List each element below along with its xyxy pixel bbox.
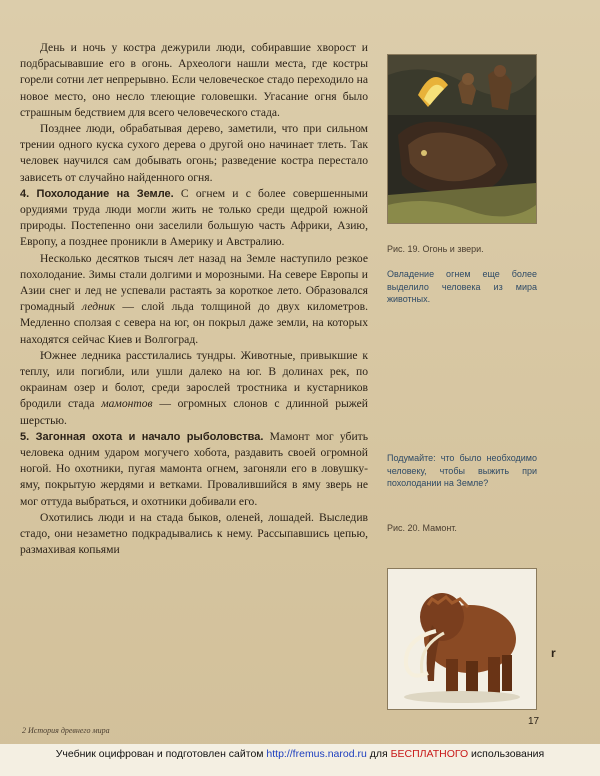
figure-19-caption: Рис. 19. Огонь и звери. xyxy=(387,244,484,254)
page-number: 17 xyxy=(528,716,540,727)
section-5-heading: 5. Загонная охота и начало рыболовства. xyxy=(20,430,264,443)
section-5 xyxy=(20,429,368,510)
paragraph-fire-making: Позднее люди, обрабатывая дерево, заметили, что при сильном трении одного куска сухого дерева о другой оно начинает тлеть. Так человек научился сам добывать огонь; разведение костра перестало зависеть от случайно найденного огня. xyxy=(20,122,368,184)
site-link[interactable]: http://fremus.narod.ru xyxy=(266,748,367,760)
digitization-banner: Учебник оцифрован и подготовлен сайтом http://fremus.narod.ru для БЕСПЛАТНОГО использования xyxy=(0,744,600,776)
margin-note-fire: Овладение огнем еще более выделило человека из мира животных. xyxy=(387,269,537,304)
paragraph-hunting: Охотились люди и на стада быков, оленей, лошадей. Выследив стадо, они незаметно подкрадывались к нему. Рассыпавшись цепью, размахивая копьями xyxy=(20,510,368,557)
stray-mark: r xyxy=(551,646,556,660)
free-label: БЕСПЛАТНОГО xyxy=(390,748,469,760)
section-4 xyxy=(20,186,368,251)
margin-question: Подумайте: что было необходимо человеку, чтобы выжить при похолодании на Земле? xyxy=(387,453,537,488)
section-5-text: Мамонт мог убить человека одним ударом могучего хобота, раздавить своей огромной ногой. Но охотники, пугая мамонта огнем, загоняли его в ловушку-яму, покрытую жердями и ветками. Провалившийся в яму зверь не мог оттуда выбраться, и охотники добивали его. xyxy=(20,429,368,508)
figure-20-caption: Рис. 20. Мамонт. xyxy=(387,523,457,533)
fire-and-beasts-illustration xyxy=(387,54,537,224)
term-mammoths: мамонтов xyxy=(101,397,153,411)
paragraph-tundra: Южнее ледника расстилались тундры. Животные, привыкшие к теплу, или погибли, или ушли далеко на юг. В долинах рек, по окраинам озер и болот, среди зарослей тростника и кустарников бродили стада мамонтов — огромных слонов с длинной рыжей шерстью. xyxy=(20,348,368,427)
mammoth-illustration xyxy=(387,568,537,710)
fire-and-beasts-image xyxy=(388,55,536,223)
signature-line: 2 История древнего мира xyxy=(22,726,110,735)
main-text-column xyxy=(20,40,368,559)
section-4-text: С огнем и с более совершенными орудиями труда люди могли жить не только среди щедрой южной природы. Постепенно они заселили большую часть Африки, Азию, Европу, а позднее проникли в Америку и Австралию. xyxy=(20,186,368,249)
term-glacier: ледник xyxy=(82,300,116,314)
section-4-heading: 4. Похолодание на Земле. xyxy=(20,187,174,200)
paragraph-fire-watch: День и ночь у костра дежурили люди, собиравшие хворост и подбрасывавшие его в огонь. Археологи нашли места, где костры горели сотни лет непрерывно. Если человеческое стадо переходило на новое место, оно несло тлеющие головешки. Угасание огня было страшным бедствием для всего человеческого стада. xyxy=(20,41,368,119)
paragraph-glacier: Несколько десятков тысяч лет назад на Земле наступило резкое похолодание. Зимы стали долгими и морозными. На севере Европы и Азии снег и лед не успевали растаять за короткое лето. Образовался громадный ледник — слой льда толщиной до двух километров. Медленно сползая с севера на юг, он покрыл даже земли, на которых находятся сейчас Киев и Волгоград. xyxy=(20,251,368,346)
mammoth-image xyxy=(388,569,536,709)
